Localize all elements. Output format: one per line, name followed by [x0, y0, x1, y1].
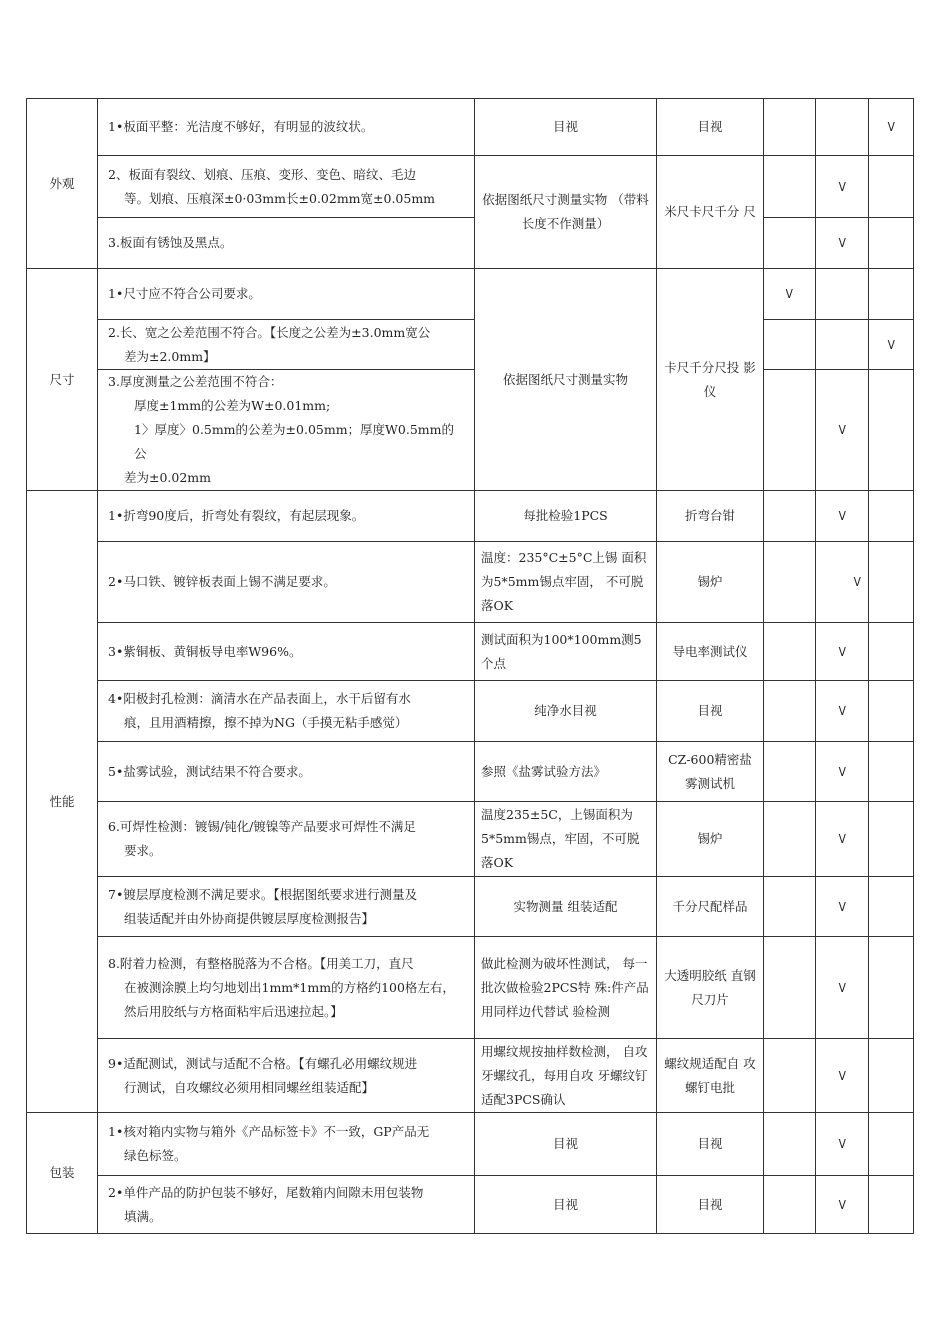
check-mark: V: [838, 422, 846, 437]
grade-cell-1: [764, 623, 816, 681]
defect-description: 4•阳极封孔检测：滴清水在产品表面上，水干后留有水 痕，且用酒精擦，擦不掉为NG（手摸无粘手感觉）: [98, 681, 475, 742]
grade-cell-3: [869, 1113, 914, 1176]
grade-cell-2: [816, 99, 869, 156]
defect-description: 3•紫铜板、黄铜板导电率W96%。: [98, 623, 475, 681]
grade-cell-2: [816, 218, 869, 269]
grade-cell-1: [764, 99, 816, 156]
table-row: [27, 99, 914, 156]
defect-description: 1•尺寸应不符合公司要求。: [98, 269, 475, 320]
check-mark: V: [838, 898, 846, 914]
inspection-method: 实物测量 组装适配: [475, 877, 657, 937]
defect-description: 1•板面平整：光洁度不够好，有明显的波纹状。: [98, 99, 475, 156]
table-row: [27, 937, 914, 1039]
inspection-tool: 大透明胶纸 直钢尺刀片: [657, 937, 764, 1039]
table-row: [27, 742, 914, 802]
inspection-tool: 目视: [657, 99, 764, 156]
table-row: [27, 370, 914, 491]
inspection-method: 每批检验1PCS: [475, 491, 657, 542]
inspection-tool: CZ-600精密盐 雾测试机: [657, 742, 764, 802]
inspection-method: 温度235±5C，上锡面积为 5*5mm锡点，牢固，不可脱 落OK: [475, 802, 657, 877]
check-mark: V: [838, 178, 846, 194]
inspection-method: 温度：235°C±5°C上锡 面积为5*5mm锡点牢固， 不可脱落OK: [475, 542, 657, 623]
table-row: [27, 156, 914, 218]
grade-cell-1: [764, 1039, 816, 1113]
grade-cell-3: [869, 1039, 914, 1113]
grade-cell-1: [764, 742, 816, 802]
table-row: [27, 1113, 914, 1176]
grade-cell-1: [764, 491, 816, 542]
defect-description: 2•马口铁、镀锌板表面上锡不满足要求。: [98, 542, 475, 623]
check-mark: V: [838, 508, 846, 523]
table-row: [27, 269, 914, 320]
inspection-method: 用螺纹规按抽样数检测， 自攻牙螺纹孔，每用自攻 牙螺纹钉适配3PCS确认: [475, 1039, 657, 1113]
inspection-tool: 卡尺千分尺投 影仪: [657, 269, 764, 491]
check-mark: V: [838, 1067, 846, 1083]
grade-cell-1: [764, 218, 816, 269]
grade-cell-3: [869, 320, 914, 370]
defect-description: 2、板面有裂纹、划痕、压痕、变形、变色、暗纹、毛边 等。划痕、压痕深±0·03mm长±0.02mm宽±0.05mm: [98, 156, 475, 218]
grade-cell-2: [816, 937, 869, 1039]
grade-cell-3: [869, 1176, 914, 1234]
inspection-method: 依据图纸尺寸测量实物 （带料长度不作测量）: [475, 156, 657, 269]
inspection-tool: 锡炉: [657, 542, 764, 623]
grade-cell-3: [869, 742, 914, 802]
grade-cell-1: [764, 1113, 816, 1176]
grade-cell-3: [869, 802, 914, 877]
inspection-method: 纯净水目视: [475, 681, 657, 742]
category-cell: 尺寸: [27, 269, 98, 491]
inspection-tool: 螺纹规适配自 攻螺钉电批: [657, 1039, 764, 1113]
grade-cell-2: [816, 491, 869, 542]
table-row: [27, 320, 914, 370]
check-mark: V: [838, 643, 846, 659]
inspection-method: 做此检测为破坏性测试， 每一批次做检验2PCS特 殊:件产品用同样边代替试 验检测: [475, 937, 657, 1039]
grade-cell-2: [816, 623, 869, 681]
grade-cell-3: [869, 269, 914, 320]
inspection-tool: 米尺卡尺千分 尺: [657, 156, 764, 269]
table-row: [27, 218, 914, 269]
grade-cell-2: [816, 1113, 869, 1176]
check-mark: V: [785, 286, 794, 301]
table-row: [27, 877, 914, 937]
grade-cell-3: [869, 877, 914, 937]
table-row: [27, 681, 914, 742]
grade-cell-3: [869, 681, 914, 742]
inspection-tool: 目视: [657, 1113, 764, 1176]
grade-cell-2: [816, 1176, 869, 1234]
grade-cell-3: [869, 491, 914, 542]
grade-cell-2: [816, 802, 869, 877]
check-mark: V: [838, 831, 846, 846]
category-cell: 性能: [27, 491, 98, 1113]
grade-cell-2: [816, 320, 869, 370]
category-cell: 包装: [27, 1113, 98, 1234]
check-mark: V: [838, 703, 846, 718]
check-mark: V: [887, 119, 895, 134]
defect-description: 2•单件产品的防护包装不够好，尾数箱内间隙未用包装物 填满。: [98, 1176, 475, 1234]
inspection-method: 目视: [475, 1113, 657, 1176]
inspection-tool: 导电率测试仪: [657, 623, 764, 681]
grade-cell-1: [764, 877, 816, 937]
defect-description: 3.厚度测量之公差范围不符合： 厚度±1mm的公差为W±0.01mm; 1〉厚度〉0.5mm的公差为±0.05mm；厚度W0.5mm的公 差为±0.02mm: [98, 370, 475, 491]
grade-cell-3: [869, 156, 914, 218]
grade-cell-2: [816, 156, 869, 218]
grade-cell-1: [764, 802, 816, 877]
check-mark: V: [838, 1136, 846, 1151]
inspection-tool: 折弯台钳: [657, 491, 764, 542]
grade-cell-3: [869, 99, 914, 156]
defect-description: 6.可焊性检测：镀锡/钝化/镀镍等产品要求可焊性不满足 要求。: [98, 802, 475, 877]
table-row: [27, 542, 914, 623]
check-mark: V: [838, 1196, 846, 1212]
grade-cell-2: [816, 681, 869, 742]
grade-cell-2: [816, 269, 869, 320]
table-row: [27, 1176, 914, 1234]
table-row: [27, 802, 914, 877]
grade-cell-1: [764, 1176, 816, 1234]
inspection-method: 参照《盐雾试验方法》: [475, 742, 657, 802]
grade-cell-3: [869, 623, 914, 681]
check-mark: V: [854, 574, 862, 589]
grade-cell-1: [764, 937, 816, 1039]
inspection-method: 目视: [475, 99, 657, 156]
defect-description: 8.附着力检测，有整格脱落为不合格。【用美工刀，直尺 在被测涂膜上均匀地划出1mm*1mm的方格约100格左右， 然后用胶纸与方格面粘牢后迅速拉起。】: [98, 937, 475, 1039]
grade-cell-2: [816, 742, 869, 802]
grade-cell-2: [816, 1039, 869, 1113]
grade-cell-1: [764, 542, 816, 623]
check-mark: V: [887, 336, 895, 352]
grade-cell-2: [816, 370, 869, 491]
grade-cell-2: [816, 542, 869, 623]
grade-cell-2: [816, 877, 869, 937]
inspection-table: [26, 98, 914, 1234]
defect-description: 5•盐雾试验，测试结果不符合要求。: [98, 742, 475, 802]
grade-cell-1: [764, 156, 816, 218]
defect-description: 1•折弯90度后，折弯处有裂纹，有起层现象。: [98, 491, 475, 542]
defect-description: 2.长、宽之公差范围不符合。【长度之公差为±3.0mm宽公 差为±2.0mm】: [98, 320, 475, 370]
inspection-method: 测试面积为100*100mm测5 个点: [475, 623, 657, 681]
inspection-tool: 锡炉: [657, 802, 764, 877]
grade-cell-3: [869, 937, 914, 1039]
grade-cell-1: [764, 681, 816, 742]
grade-cell-1: [764, 269, 816, 320]
inspection-method: 目视: [475, 1176, 657, 1234]
defect-description: 7•镀层厚度检测不满足要求。【根据图纸要求进行测量及 组装适配并由外协商提供镀层厚度检测报告】: [98, 877, 475, 937]
inspection-tool: 千分尺配样品: [657, 877, 764, 937]
defect-description: 9•适配测试，测试与适配不合格。【有螺孔必用螺纹规进 行测试，自攻螺纹必须用相同螺丝组装适配】: [98, 1039, 475, 1113]
grade-cell-3: [869, 542, 914, 623]
table-row: [27, 623, 914, 681]
grade-cell-1: [764, 370, 816, 491]
check-mark: V: [838, 235, 846, 250]
defect-description: 3.板面有锈蚀及黑点。: [98, 218, 475, 269]
check-mark: V: [838, 979, 846, 995]
inspection-method: 依据图纸尺寸测量实物: [475, 269, 657, 491]
defect-description: 1•核对箱内实物与箱外《产品标签卡》不一致，GP产品无 绿色标签。: [98, 1113, 475, 1176]
check-mark: V: [838, 763, 846, 779]
table-row: [27, 1039, 914, 1113]
grade-cell-3: [869, 370, 914, 491]
grade-cell-3: [869, 218, 914, 269]
inspection-tool: 目视: [657, 681, 764, 742]
category-cell: 外观: [27, 99, 98, 269]
grade-cell-1: [764, 320, 816, 370]
table-row: [27, 491, 914, 542]
inspection-tool: 目视: [657, 1176, 764, 1234]
